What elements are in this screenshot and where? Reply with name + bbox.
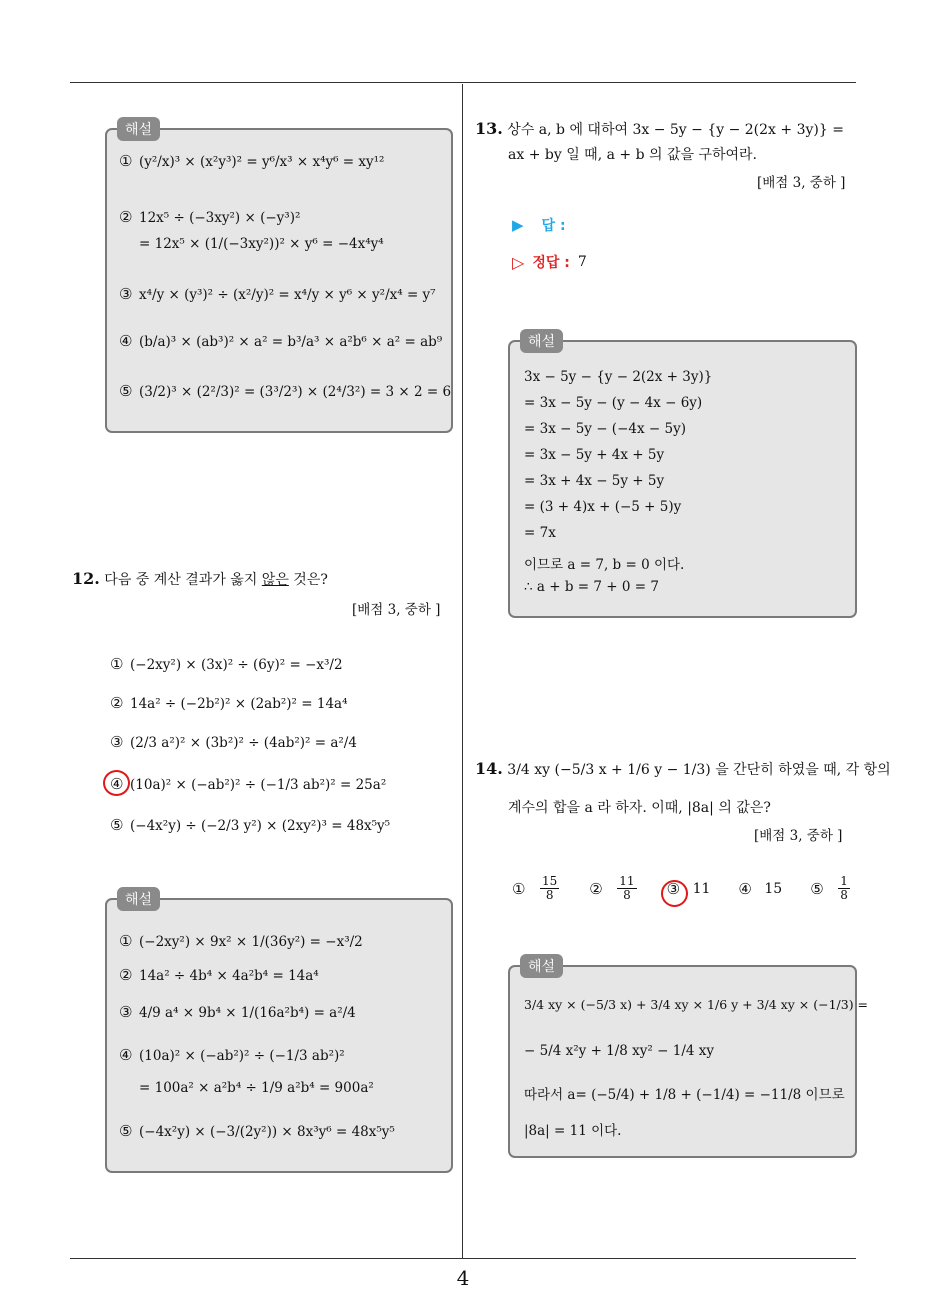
q11-sol-line: ⑤ (3/2)³ × (2²/3)² = (3³/2³) × (2⁴/3²) = 3 × 2 = 6 <box>119 382 452 400</box>
q14-choice-3[interactable]: ③ 11 <box>667 880 711 898</box>
solution-tag: 해설 <box>520 329 563 353</box>
q11-sol-line: = 12x⁵ × (1/(−3xy²))² × y⁶ = −4x⁴y⁴ <box>139 236 384 252</box>
q12-question: 12. 다음 중 계산 결과가 옳지 않은 것은? <box>72 569 328 588</box>
q14-choice-5[interactable]: ⑤ $\frac{1}{8}$ <box>810 874 848 903</box>
bottom-rule <box>70 1258 856 1259</box>
q13-question: 13. 상수 a, b 에 대하여 3x − 5y − {y − 2(2x + 3y)} = <box>475 119 844 138</box>
q13-question-line2: ax + by 일 때, a + b 의 값을 구하여라. <box>508 147 758 163</box>
answer-label: 답 : <box>541 218 566 234</box>
q12-choice-4[interactable]: ④ (10a)² × (−ab²)² ÷ (−1/3 ab²)² = 25a² <box>110 775 387 793</box>
q13-sol-line: = 3x + 4x − 5y + 5y <box>524 473 665 489</box>
q13-sol-line: 이므로 a = 7, b = 0 이다. <box>524 557 685 573</box>
q14-meta: [배점 3, 중하 ] <box>754 828 843 844</box>
triangle-outline-icon: ▷ <box>512 252 525 272</box>
solution-tag: 해설 <box>520 954 563 978</box>
answer-mark-circle <box>103 770 130 796</box>
q14-choice-1[interactable]: ① $\frac{15}{8}$ <box>512 874 558 903</box>
solution-tag: 해설 <box>117 887 160 911</box>
q14-choices <box>512 875 852 902</box>
q12-choice-1[interactable]: ① (−2xy²) × (3x)² ÷ (6y)² = −x³/2 <box>110 655 343 673</box>
q14-choice-2[interactable]: ② $\frac{11}{8}$ <box>589 874 635 903</box>
q12-choice-3[interactable]: ③ (2/3 a²)² × (3b²)² ÷ (4ab²)² = a²/4 <box>110 733 357 751</box>
q13-sol-line: = (3 + 4)x + (−5 + 5)y <box>524 499 682 515</box>
q14-question: 14. 3/4 xy (−5/3 x + 1/6 y − 1/3) 을 간단히 하였을 때, 각 항의 <box>475 759 891 778</box>
q12-sol-line: ③ 4/9 a⁴ × 9b⁴ × 1/(16a²b⁴) = a²/4 <box>119 1003 356 1021</box>
q14-choice-4[interactable]: ④ 15 <box>738 879 783 898</box>
q13-sol-line: = 3x − 5y − (−4x − 5y) <box>524 421 686 437</box>
answer-mark-circle <box>661 880 688 907</box>
q14-sol-line: − 5/4 x²y + 1/8 xy² − 1/4 xy <box>524 1043 714 1059</box>
q12-sol-line: ② 14a² ÷ 4b⁴ × 4a²b⁴ = 14a⁴ <box>119 966 319 984</box>
q12-choice-5[interactable]: ⑤ (−4x²y) ÷ (−2/3 y²) × (2xy²)³ = 48x⁵y⁵ <box>110 816 391 834</box>
q11-sol-line: ③ x⁴/y × (y³)² ÷ (x²/y)² = x⁴/y × y⁶ × y²/x⁴ = y⁷ <box>119 285 436 303</box>
q13-sol-line: ∴ a + b = 7 + 0 = 7 <box>524 579 659 595</box>
q14-sol-line: 3/4 xy × (−5/3 x) + 3/4 xy × 1/6 y + 3/4 xy × (−1/3) = <box>524 997 869 1012</box>
q11-sol-line: ① (y²/x)³ × (x²y³)² = y⁶/x³ × x⁴y⁶ = xy¹² <box>119 152 385 170</box>
correct-value: 7 <box>577 254 587 270</box>
solution-tag: 해설 <box>117 117 160 141</box>
q13-solution-box <box>508 334 857 618</box>
q12-solution-box <box>105 892 453 1173</box>
q14-question-line2: 계수의 합을 a 라 하자. 이때, |8a| 의 값은? <box>508 800 771 816</box>
page-number: 4 <box>456 1266 470 1290</box>
play-icon: ▶ <box>512 216 524 234</box>
q13-sol-line: 3x − 5y − {y − 2(2x + 3y)} <box>524 369 713 385</box>
q11-sol-line: ② 12x⁵ ÷ (−3xy²) × (−y³)² <box>119 208 301 226</box>
q11-solution-box <box>105 122 453 433</box>
q12-sol-line: ④ (10a)² × (−ab²)² ÷ (−1/3 ab²)² <box>119 1046 345 1064</box>
q12-meta: [배점 3, 중하 ] <box>352 602 441 618</box>
q12-choice-2[interactable]: ② 14a² ÷ (−2b²)² × (2ab²)² = 14a⁴ <box>110 694 348 712</box>
q12-sol-line: ⑤ (−4x²y) × (−3/(2y²)) × 8x³y⁶ = 48x⁵y⁵ <box>119 1122 395 1140</box>
q13-sol-line: = 3x − 5y − (y − 4x − 6y) <box>524 395 703 411</box>
correct-label: 정답 : <box>532 255 570 271</box>
q14-sol-line: |8a| = 11 이다. <box>524 1123 622 1139</box>
q13-correct-row <box>512 252 587 272</box>
q12-sol-line: = 100a² × a²b⁴ ÷ 1/9 a²b⁴ = 900a² <box>139 1080 374 1096</box>
q12-sol-line: ① (−2xy²) × 9x² × 1/(36y²) = −x³/2 <box>119 932 363 950</box>
q13-meta: [배점 3, 중하 ] <box>757 175 846 191</box>
column-divider <box>462 84 463 1258</box>
top-rule <box>70 82 856 83</box>
q13-answer-row <box>512 215 566 235</box>
q14-solution-box <box>508 959 869 1158</box>
q13-sol-line: = 7x <box>524 525 556 541</box>
q14-sol-line: 따라서 a= (−5/4) + 1/8 + (−1/4) = −11/8 이므로 <box>524 1087 845 1103</box>
q11-sol-line: ④ (b/a)³ × (ab³)² × a² = b³/a³ × a²b⁶ × a² = ab⁹ <box>119 332 443 350</box>
q13-sol-line: = 3x − 5y + 4x + 5y <box>524 447 665 463</box>
